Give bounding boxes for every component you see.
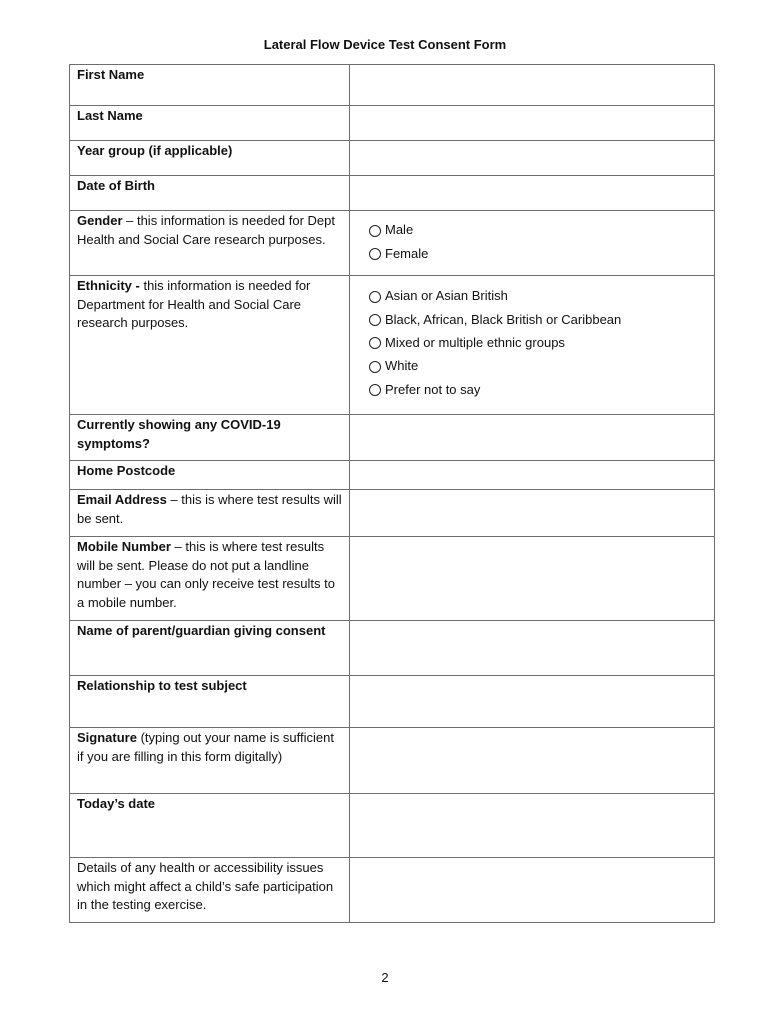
page-number: 2	[381, 970, 389, 985]
mobile-input[interactable]	[350, 537, 715, 621]
year-group-label: Year group (if applicable)	[70, 141, 350, 176]
first-name-label: First Name	[70, 65, 350, 106]
postcode-input[interactable]	[350, 461, 715, 490]
mobile-row	[70, 537, 715, 621]
dob-input[interactable]	[350, 176, 715, 211]
email-input[interactable]	[350, 490, 715, 537]
last-name-label: Last Name	[70, 106, 350, 141]
relationship-input[interactable]	[350, 676, 715, 728]
signature-row	[70, 728, 715, 794]
signature-input[interactable]	[350, 728, 715, 794]
radio-circle-icon[interactable]	[369, 248, 381, 260]
ethnicity-option-asian[interactable]: Asian or Asian British	[369, 285, 714, 308]
details-row	[70, 858, 715, 923]
guardian-input[interactable]	[350, 621, 715, 676]
email-label: Email Address – this is where test results will be sent.	[70, 490, 350, 537]
radio-circle-icon[interactable]	[369, 361, 381, 373]
ethnicity-option-mixed[interactable]: Mixed or multiple ethnic groups	[369, 332, 714, 355]
guardian-label: Name of parent/guardian giving consent	[70, 621, 350, 676]
gender-option-female[interactable]: Female	[369, 242, 714, 265]
consent-form-table	[69, 64, 715, 923]
covid-label: Currently showing any COVID-19 symptoms?	[70, 415, 350, 461]
gender-label: Gender – this information is needed for Dept Health and Social Care research purposes.	[70, 211, 350, 276]
todays-date-label: Today’s date	[70, 794, 350, 858]
first-name-row	[70, 65, 715, 106]
first-name-input[interactable]	[350, 65, 715, 106]
signature-label: Signature (typing out your name is sufficient if you are filling in this form digitally)	[70, 728, 350, 794]
postcode-row	[70, 461, 715, 490]
dob-row	[70, 176, 715, 211]
year-group-row	[70, 141, 715, 176]
ethnicity-row	[70, 276, 715, 415]
todays-date-input[interactable]	[350, 794, 715, 858]
details-label: Details of any health or accessibility issues which might affect a child’s safe participation in the testing exercise.	[70, 858, 350, 923]
dob-label: Date of Birth	[70, 176, 350, 211]
email-row	[70, 490, 715, 537]
ethnicity-option-white[interactable]: White	[369, 355, 714, 378]
mobile-label: Mobile Number – this is where test results will be sent. Please do not put a landline number – you can only receive test results to a mobile number.	[70, 537, 350, 621]
gender-options	[350, 211, 715, 276]
relationship-row	[70, 676, 715, 728]
covid-input[interactable]	[350, 415, 715, 461]
guardian-row	[70, 621, 715, 676]
gender-option-male[interactable]: Male	[369, 219, 714, 242]
radio-circle-icon[interactable]	[369, 314, 381, 326]
details-input[interactable]	[350, 858, 715, 923]
postcode-label: Home Postcode	[70, 461, 350, 490]
last-name-input[interactable]	[350, 106, 715, 141]
gender-row	[70, 211, 715, 276]
todays-date-row	[70, 794, 715, 858]
ethnicity-options	[350, 276, 715, 415]
ethnicity-option-black[interactable]: Black, African, Black British or Caribbean	[369, 308, 714, 331]
form-title: Lateral Flow Device Test Consent Form	[263, 37, 507, 52]
ethnicity-option-prefer-not[interactable]: Prefer not to say	[369, 378, 714, 401]
radio-circle-icon[interactable]	[369, 384, 381, 396]
covid-row	[70, 415, 715, 461]
radio-circle-icon[interactable]	[369, 337, 381, 349]
relationship-label: Relationship to test subject	[70, 676, 350, 728]
radio-circle-icon[interactable]	[369, 225, 381, 237]
year-group-input[interactable]	[350, 141, 715, 176]
radio-circle-icon[interactable]	[369, 291, 381, 303]
ethnicity-label: Ethnicity - this information is needed for Department for Health and Social Care research purposes.	[70, 276, 350, 415]
last-name-row	[70, 106, 715, 141]
